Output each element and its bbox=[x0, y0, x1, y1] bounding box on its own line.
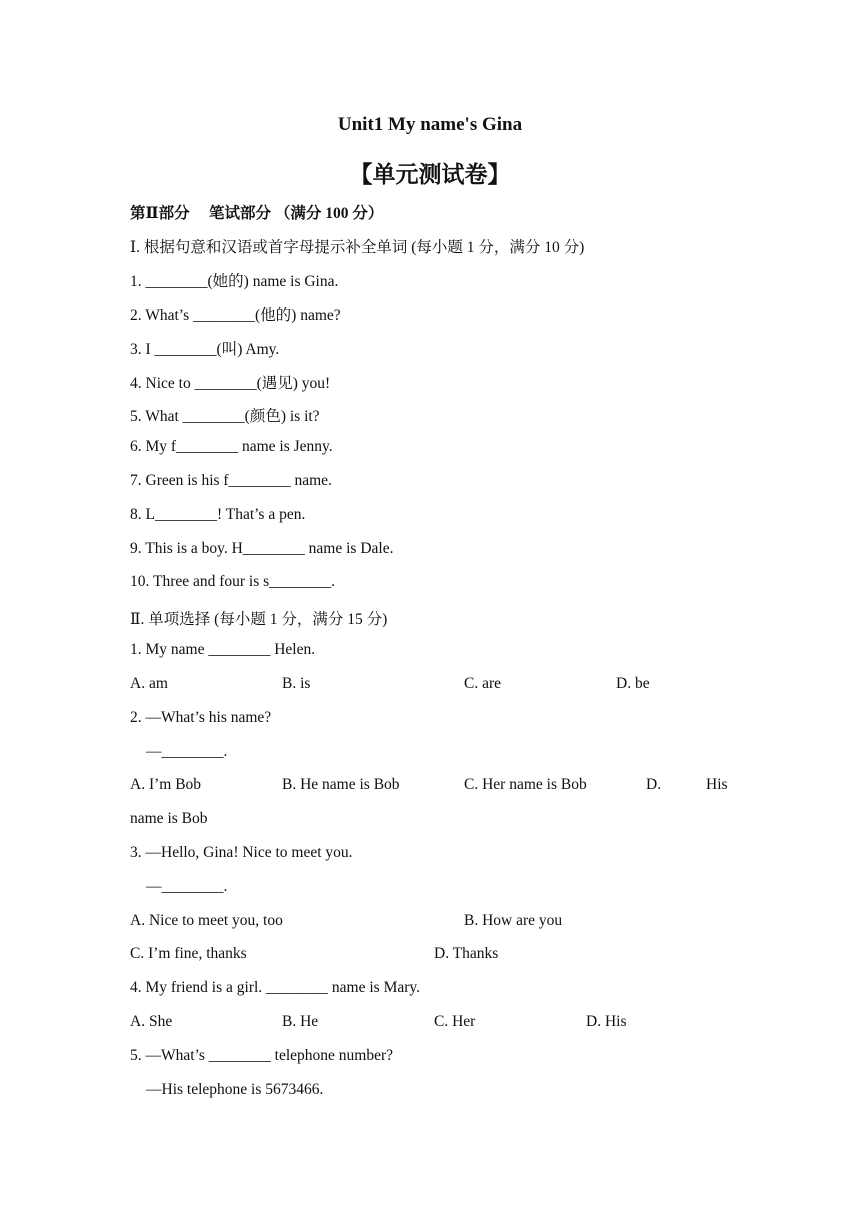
fill-item-2: 2. What’s ________(他的) name? bbox=[130, 307, 341, 324]
section1-heading: Ⅰ. 根据句意和汉语或首字母提示补全单词 (每小题 1 分，满分 10 分) bbox=[130, 239, 585, 256]
fill-item-6: 6. My f________ name is Jenny. bbox=[130, 438, 333, 455]
q1-option-a: A. am bbox=[130, 675, 168, 692]
fill-item-7: 7. Green is his f________ name. bbox=[130, 472, 332, 489]
fill-item-9: 9. This is a boy. H________ name is Dale. bbox=[130, 540, 394, 557]
choice-question-2: 2. —What’s his name? bbox=[130, 709, 272, 726]
fill-item-5: 5. What ________(颜色) is it? bbox=[130, 408, 320, 425]
q4-option-d: D. His bbox=[586, 1013, 627, 1030]
fill-item-8: 8. L________! That’s a pen. bbox=[130, 506, 306, 523]
choice-question-5: 5. —What’s ________ telephone number? bbox=[130, 1047, 394, 1064]
section2-heading: Ⅱ. 单项选择 (每小题 1 分，满分 15 分) bbox=[130, 611, 388, 628]
q2-option-d-continued: name is Bob bbox=[130, 810, 208, 827]
q2-option-a: A. I’m Bob bbox=[130, 776, 202, 793]
q1-option-c: C. are bbox=[464, 675, 502, 692]
page-subtitle: 【单元测试卷】 bbox=[349, 162, 511, 188]
choice-question-4: 4. My friend is a girl. ________ name is Mary. bbox=[130, 979, 421, 996]
fill-item-1: 1. ________(她的) name is Gina. bbox=[130, 273, 339, 290]
q2-option-b: B. He name is Bob bbox=[282, 776, 400, 793]
choice-question-3: 3. —Hello, Gina! Nice to meet you. bbox=[130, 844, 353, 861]
q4-option-a: A. She bbox=[130, 1013, 173, 1030]
q3-option-d: D. Thanks bbox=[434, 945, 499, 962]
q3-reply: —________. bbox=[146, 878, 228, 895]
fill-item-3: 3. I ________(叫) Amy. bbox=[130, 341, 280, 358]
fill-item-4: 4. Nice to ________(遇见) you! bbox=[130, 375, 331, 392]
q3-option-b: B. How are you bbox=[464, 912, 563, 929]
fill-item-10: 10. Three and four is s________. bbox=[130, 573, 336, 590]
q1-option-b: B. is bbox=[282, 675, 311, 692]
q4-option-c: C. Her bbox=[434, 1013, 476, 1030]
page-title: Unit1 My name's Gina bbox=[337, 114, 523, 135]
q2-reply: —________. bbox=[146, 743, 228, 760]
q3-option-a: A. Nice to meet you, too bbox=[130, 912, 283, 929]
q2-option-c: C. Her name is Bob bbox=[464, 776, 587, 793]
q3-option-c: C. I’m fine, thanks bbox=[130, 945, 247, 962]
q1-option-d: D. be bbox=[616, 675, 650, 692]
q2-option-d-letter: D. bbox=[646, 776, 662, 793]
q4-option-b: B. He bbox=[282, 1013, 319, 1030]
choice-question-1: 1. My name ________ Helen. bbox=[130, 641, 316, 658]
q2-option-d-first: His bbox=[706, 776, 728, 793]
part-header: 第Ⅱ部分 笔试部分 （满分 100 分） bbox=[130, 205, 384, 222]
q5-reply: —His telephone is 5673466. bbox=[146, 1081, 324, 1098]
